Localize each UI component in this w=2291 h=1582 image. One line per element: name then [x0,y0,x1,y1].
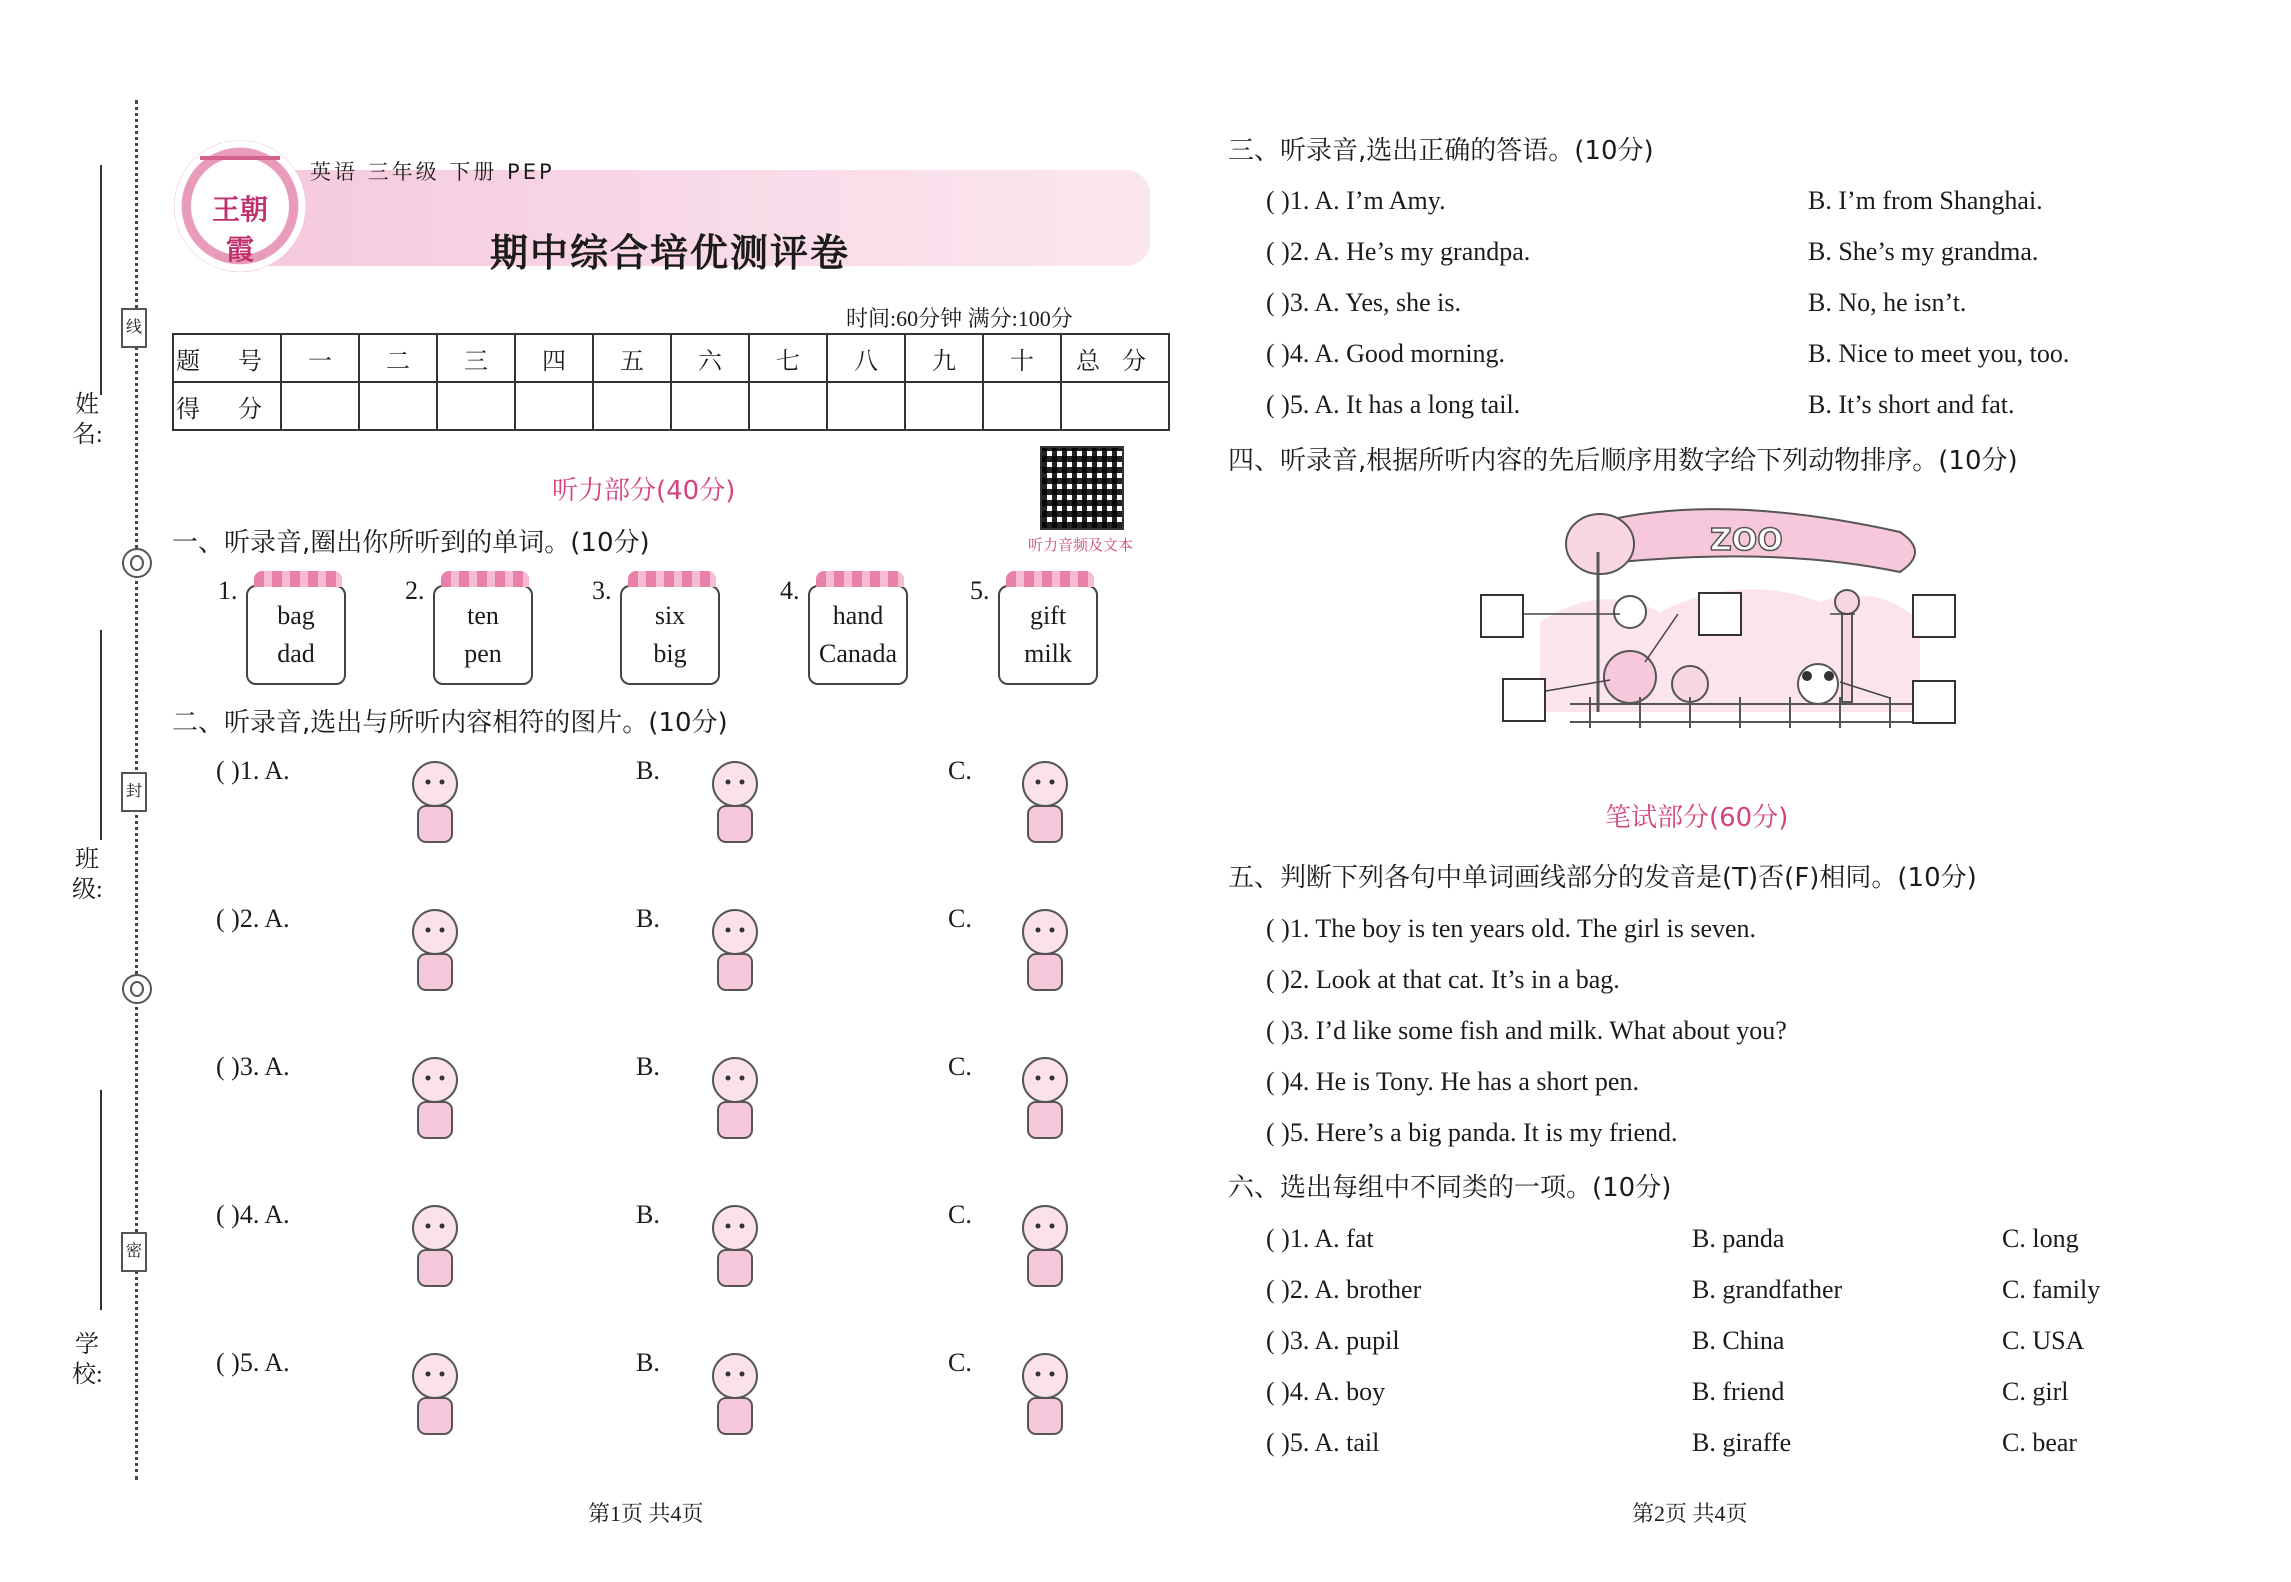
word-box[interactable] [808,585,908,685]
option-c[interactable]: C. family [2002,1275,2101,1304]
class-rule [100,630,102,840]
pronunciation-item[interactable]: ( )2. Look at that cat. It’s in a bag. [1266,965,1620,994]
word-option[interactable]: big [653,639,687,668]
section-5-title: 五、判断下列各句中单词画线部分的发音是(T)否(F)相同。(10分) [1228,863,1977,893]
grandpa-icon[interactable] [380,1342,490,1442]
clip-icon [122,974,152,1004]
picture-question-label: ( )2. A. [216,904,290,933]
option-a[interactable]: ( )2. A. brother [1266,1275,1422,1304]
option-c[interactable]: C. long [2002,1224,2079,1253]
name-rule [100,165,102,395]
section-2-title: 二、听录音,选出与所听内容相符的图片。(10分) [172,708,728,738]
score-cell[interactable] [359,382,437,430]
monkey-icon [1614,596,1646,628]
order-answer-box[interactable] [1480,594,1524,638]
leaf-decoration-icon [1006,571,1094,587]
girl-icon[interactable] [680,898,790,998]
order-answer-box[interactable] [1502,678,1546,722]
london-icon[interactable] [380,1194,490,1294]
binding-box-seal: 封 [121,772,147,812]
leaf-decoration-icon [628,571,716,587]
school-rule [100,1090,102,1310]
word-option[interactable]: hand [832,601,884,630]
answer-option-b[interactable]: B. No, he isn’t. [1808,288,1967,317]
option-c[interactable]: C. USA [2002,1326,2085,1355]
word-box[interactable] [620,585,720,685]
pronunciation-item[interactable]: ( )3. I’d like some fish and milk. What about you? [1266,1016,1787,1045]
score-cell[interactable] [827,382,905,430]
leaf-decoration-icon [441,571,529,587]
word-option[interactable]: bag [277,601,315,630]
panda-icon [1798,664,1838,704]
elephant-icon [1604,651,1656,703]
score-row-header: 题 号 一 二 三 四 五 六 七 八 九 十 总 分 [173,334,1169,382]
word-option[interactable]: gift [1029,601,1067,630]
option-a[interactable]: ( )3. A. pupil [1266,1326,1400,1355]
section-6-title: 六、选出每组中不同类的一项。(10分) [1228,1173,1672,1203]
option-c[interactable]: C. girl [2002,1377,2069,1406]
qr-label: 听力音频及文本 [1028,536,1134,554]
word-item-number: 2. [405,576,425,605]
answer-option-b[interactable]: B. She’s my grandma. [1808,237,2039,266]
option-b[interactable]: B. grandfather [1692,1275,1843,1304]
page-title: 期中综合培优测评卷 [490,231,851,275]
option-c-label: C. [948,1348,972,1377]
word-item-number: 1. [218,576,238,605]
word-box[interactable] [433,585,533,685]
school-label: 学 校: [72,1332,103,1388]
option-c-label: C. [948,1052,972,1081]
option-b-label: B. [636,904,660,933]
word-box[interactable] [246,585,346,685]
option-b-label: B. [636,756,660,785]
score-cell[interactable] [437,382,515,430]
panda-icon[interactable] [990,750,1100,850]
pronunciation-item[interactable]: ( )4. He is Tony. He has a short pen. [1266,1067,1639,1096]
answer-option-b[interactable]: B. Nice to meet you, too. [1808,339,2070,368]
option-b[interactable]: B. giraffe [1692,1428,1792,1457]
binding-box-line: 线 [121,308,147,348]
option-b[interactable]: B. friend [1692,1377,1785,1406]
teacher-icon[interactable] [680,1342,790,1442]
page-number-right: 第2页 共4页 [1632,1501,1748,1526]
zoo-scene [1480,492,1960,738]
picture-question-label: ( )1. A. [216,756,290,785]
page-number-left: 第1页 共4页 [588,1501,704,1526]
monkey-icon[interactable] [380,750,490,850]
score-cell[interactable] [749,382,827,430]
word-item-number: 4. [780,576,800,605]
dog-icon[interactable] [990,1046,1100,1146]
pronunciation-item[interactable]: ( )5. Here’s a big panda. It is my friend. [1266,1118,1678,1147]
zoo-sign-text: ZOO [1710,523,1783,558]
boy-icon[interactable] [990,1342,1100,1442]
picture-question-label: ( )5. A. [216,1348,290,1377]
option-b-label: B. [636,1200,660,1229]
option-b-label: B. [636,1348,660,1377]
word-option[interactable]: Canada [819,639,897,668]
name-label: 姓 名: [72,392,103,448]
word-item-number: 5. [970,576,990,605]
clip-icon [122,548,152,578]
picture-question-label: ( )3. A. [216,1052,290,1081]
option-a[interactable]: ( )1. A. fat [1266,1224,1374,1253]
listening-heading: 听力部分(40分) [552,476,736,506]
answer-option-a[interactable]: ( )1. A. I’m Amy. [1266,186,1446,215]
score-row-values: 得 分 [173,382,1169,430]
binding-box-mi: 密 [121,1232,147,1272]
section-1-title: 一、听录音,圈出你所听到的单词。(10分) [172,528,650,558]
word-option[interactable]: dad [277,639,315,668]
answer-option-a[interactable]: ( )3. A. Yes, she is. [1266,288,1462,317]
picture-question-label: ( )4. A. [216,1200,290,1229]
answer-option-a[interactable]: ( )4. A. Good morning. [1266,339,1506,368]
option-c-label: C. [948,756,972,785]
answer-option-b[interactable]: B. It’s short and fat. [1808,390,2015,419]
subject-line: 英语 三年级 下册 PEP [310,160,555,184]
leaf-decoration-icon [816,571,904,587]
logo-text: 王朝霞 [211,195,268,266]
option-b[interactable]: B. China [1692,1326,1785,1355]
score-cell[interactable] [983,382,1061,430]
time-score: 时间:60分钟 满分:100分 [846,306,1073,331]
qr-code-icon[interactable] [1040,446,1124,530]
pronunciation-item[interactable]: ( )1. The boy is ten years old. The girl is seven. [1266,914,1757,943]
answer-option-a[interactable]: ( )2. A. He’s my grandpa. [1266,237,1531,266]
word-option[interactable]: pen [464,639,502,668]
score-cell[interactable] [281,382,359,430]
great-wall-icon[interactable] [680,1194,790,1294]
order-answer-box[interactable] [1912,680,1956,724]
teacher-man-icon[interactable] [380,898,490,998]
section-3-title: 三、听录音,选出正确的答语。(10分) [1228,136,1654,166]
order-answer-box[interactable] [1698,592,1742,636]
score-cell[interactable] [1061,382,1169,430]
option-b[interactable]: B. panda [1692,1224,1785,1253]
pig-icon[interactable] [680,1046,790,1146]
giraffe-icon [1842,607,1852,702]
rabbit-icon[interactable] [680,750,790,850]
option-b-label: B. [636,1052,660,1081]
score-cell[interactable] [515,382,593,430]
written-heading: 笔试部分(60分) [1605,803,1789,833]
score-cell[interactable] [671,382,749,430]
class-label: 班 级: [72,847,103,903]
leaf-decoration-icon [254,571,342,587]
option-c-label: C. [948,1200,972,1229]
word-box[interactable] [998,585,1098,685]
crown-icon [200,134,280,160]
score-cell[interactable] [905,382,983,430]
section-4-title: 四、听录音,根据所听内容的先后顺序用数字给下列动物排序。(10分) [1228,446,2018,476]
option-a[interactable]: ( )5. A. tail [1266,1428,1380,1457]
option-c-label: C. [948,904,972,933]
score-table [172,333,1170,431]
option-c[interactable]: C. bear [2002,1428,2078,1457]
score-cell[interactable] [593,382,671,430]
pig-icon [1672,666,1708,702]
order-answer-box[interactable] [1912,594,1956,638]
boy-cap-icon[interactable] [990,898,1100,998]
word-option[interactable]: milk [1024,639,1072,668]
answer-option-b[interactable]: B. I’m from Shanghai. [1808,186,2043,215]
answer-option-a[interactable]: ( )5. A. It has a long tail. [1266,390,1521,419]
word-option[interactable]: ten [467,601,499,630]
word-option[interactable]: six [654,601,686,630]
option-a[interactable]: ( )4. A. boy [1266,1377,1386,1406]
elephant-icon[interactable] [380,1046,490,1146]
toronto-icon[interactable] [990,1194,1100,1294]
word-item-number: 3. [592,576,612,605]
